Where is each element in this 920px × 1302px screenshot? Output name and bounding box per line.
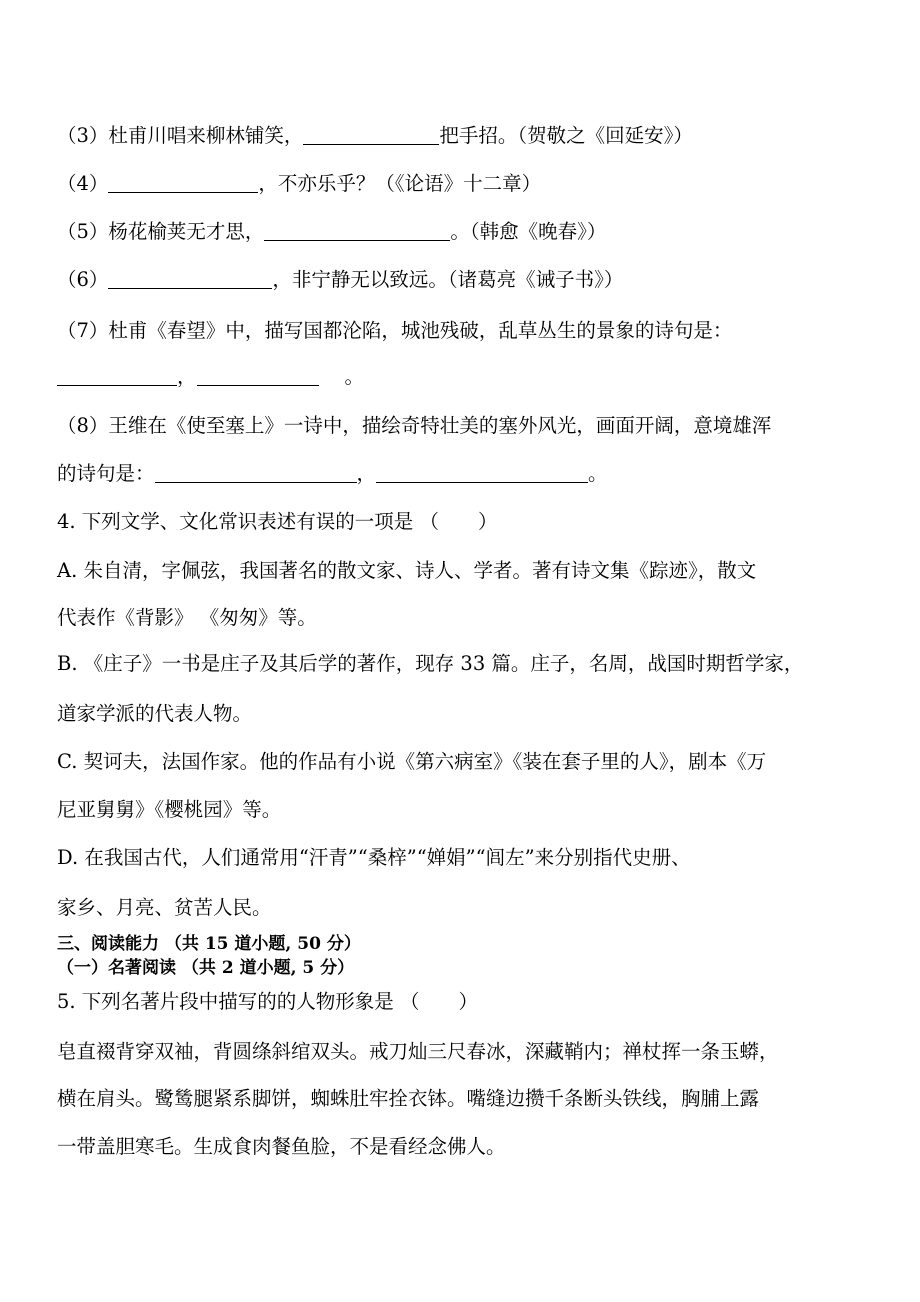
item-7-line-2 — [57, 364, 364, 390]
question-5-stem: 5. 下列名著片段中描写的的人物形象是 （ ） — [57, 990, 479, 1013]
item-7-separator: ， — [177, 365, 197, 388]
question-5-passage-line-3: 一带盖胆寒毛。生成食肉餐鱼脸，不是看经念佛人。 — [57, 1135, 506, 1158]
item-4-text-a: （4） — [57, 172, 109, 195]
answer-blank[interactable] — [155, 462, 357, 483]
question-5-passage-line-2: 横在肩头。鹭鸶腿紧系脚饼，蜘蛛肚牢拴衣钵。嘴缝边攒千条断头铁线，胸脯上露 — [57, 1087, 760, 1110]
question-4-option-d-line-2: 家乡、月亮、贫苦人民。 — [57, 896, 272, 919]
item-3-text-a: （3）杜甫川唱来柳林铺笑， — [57, 124, 304, 147]
question-4-option-c-line-1: C. 契诃夫，法国作家。他的作品有小说《第六病室》《装在套子里的人》，剧本《万 — [57, 750, 767, 773]
item-6 — [57, 267, 623, 293]
item-4-text-b: ，不亦乐乎？（《论语》十二章） — [258, 172, 542, 195]
item-8-line-2 — [57, 461, 608, 487]
item-8-text: 的诗句是： — [57, 462, 155, 485]
answer-blank[interactable] — [108, 268, 272, 289]
item-7-line-1: （7）杜甫《春望》中，描写国都沦陷，城池残破，乱草丛生的景象的诗句是： — [57, 319, 733, 342]
item-6-text-a: （6） — [57, 268, 109, 291]
question-4-option-a-line-1: A. 朱自清，字佩弦，我国著名的散文家、诗人、学者。著有诗文集《踪迹》，散文 — [57, 559, 757, 582]
item-8-separator: ， — [356, 462, 377, 485]
answer-blank[interactable] — [57, 365, 177, 386]
section-3-subtitle: （一）名著阅读 （共 2 道小题, 5 分） — [57, 958, 355, 978]
question-4-option-a-line-2: 代表作《背影》 《匆匆》等。 — [57, 606, 317, 629]
item-5-text-a: （5）杨花榆荚无才思， — [57, 220, 265, 243]
item-8-line-1: （8）王维在《使至塞上》一诗中，描绘奇特壮美的塞外风光，画面开阔，意境雄浑 — [57, 414, 772, 437]
item-5 — [57, 219, 606, 245]
item-5-text-b: 。（韩愈《晚春》） — [450, 220, 607, 243]
question-4-option-d-line-1: D. 在我国古代，人们通常用“汗青”“桑梓”“婵娟”“闾左”来分别指代史册、 — [57, 846, 691, 869]
question-5-passage-line-1: 皂直裰背穿双袖，背圆绦斜绾双头。戒刀灿三尺春冰，深藏鞘内；禅杖挥一条玉蟒， — [57, 1040, 779, 1063]
question-4-stem: 4. 下列文学、文化常识表述有误的一项是 （ ） — [57, 510, 498, 533]
item-4 — [57, 171, 541, 197]
question-4-option-b-line-1: B. 《庄子》一书是庄子及其后学的著作，现存 33 篇。庄子，名周，战国时期哲学家， — [57, 652, 804, 675]
item-3-text-b: 把手招。（贺敬之《回延安》） — [439, 124, 693, 147]
item-3 — [57, 123, 693, 149]
answer-blank[interactable] — [264, 220, 450, 241]
item-6-text-b: ，非宁静无以致远。（诸葛亮《诫子书》） — [272, 268, 624, 291]
question-4-option-b-line-2: 道家学派的代表人物。 — [57, 702, 253, 725]
item-7-end: 。 — [344, 365, 365, 388]
answer-blank[interactable] — [303, 124, 439, 145]
answer-blank[interactable] — [108, 172, 258, 193]
section-3-title: 三、阅读能力 （共 15 道小题, 50 分） — [57, 934, 361, 954]
answer-blank[interactable] — [376, 462, 588, 483]
question-4-option-c-line-2: 尼亚舅舅》《樱桃园》等。 — [57, 798, 282, 821]
item-8-end: 。 — [588, 462, 608, 485]
answer-blank[interactable] — [197, 365, 319, 386]
